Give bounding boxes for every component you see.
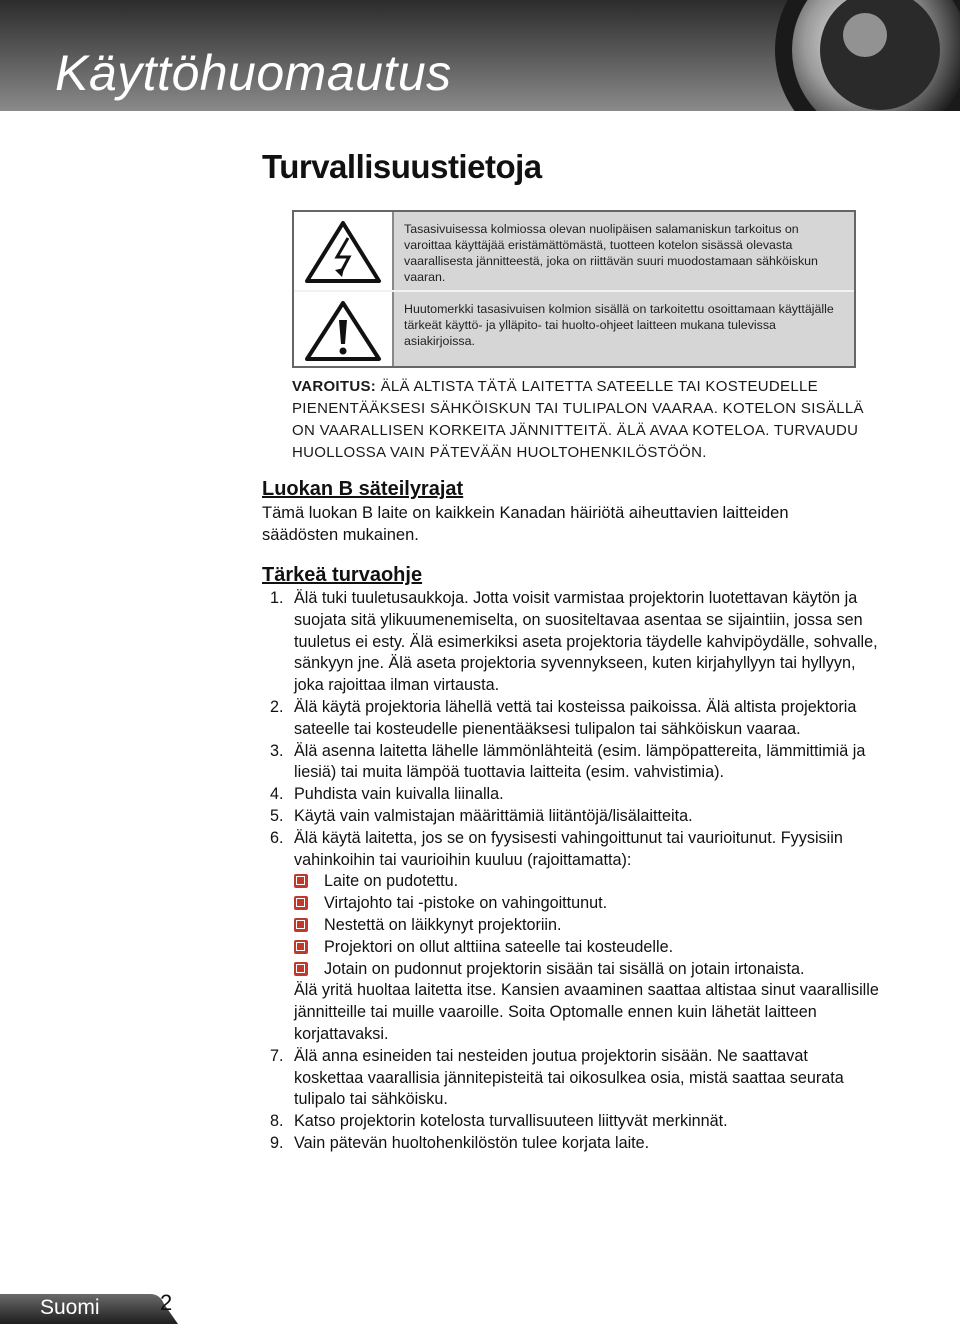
caution-text: ÄLÄ ALTISTA TÄTÄ LAITETTA SATEELLE TAI KOSTEUDELLE PIENENTÄÄKSESI SÄHKÖISKUN TAI TULIPALON VAARAA. KOTELON SISÄLLÄ ON VAARALLISEN KORKEITA JÄNNITTEITÄ. ÄLÄ AVAA KOTELOA. TURVAUDU HUOLLOSSA VAIN PÄTEVÄÄN HUOLTOHENKILÖSTÖÖN. [292, 378, 864, 461]
list-item-text: Älä käytä laitetta, jos se on fyysisesti vahingoittunut tai vaurioitunut. Fyysisiin vahinkoihin tai vaurioihin kuuluu (rajoittamatta): [294, 828, 843, 869]
list-number: 9. [270, 1133, 284, 1152]
list-item [270, 1111, 880, 1133]
section-title: Turvallisuustietoja [262, 148, 542, 185]
class-b-heading: Luokan B säteilyrajat [262, 478, 464, 500]
sub-list-item-text: Laite on pudotettu. [324, 872, 459, 891]
projector-lens-graphic [760, 0, 960, 111]
list-item-text: Älä käytä projektoria lähellä vettä tai kosteissa paikoissa. Älä altista projektoria sateelle tai kosteudelle pienentääksesi tulipalon tai sähköiskun vaaraa. [294, 697, 857, 738]
checkbox-bullet-icon [294, 918, 308, 932]
sub-list-item [294, 937, 880, 959]
warning-text-lightning: Tasasivuisessa kolmiossa olevan nuolipäisen salamaniskun tarkoitus on varoittaa käyttäjää eristämättömästä, tuotteen kotelon sisässä olevasta vaarallisesta jännitteestä, joka on riittävän suuri muodostamaan sähköiskun vaaran. [404, 222, 818, 284]
list-item [270, 588, 880, 697]
warning-icon-cell [294, 292, 394, 366]
checkbox-bullet-icon [294, 896, 308, 910]
lightning-triangle-icon [304, 220, 382, 284]
warning-row-exclamation [294, 292, 854, 366]
list-item [270, 784, 880, 806]
page-header-title: Käyttöhuomautus [55, 45, 452, 101]
list-item [270, 828, 880, 1046]
list-item [270, 741, 880, 785]
checkbox-bullet-icon [294, 940, 308, 954]
sub-list-item [294, 893, 880, 915]
list-item [270, 806, 880, 828]
warning-text-exclamation: Huutomerkki tasasivuisen kolmion sisällä on tarkoitettu osoittamaan käyttäjälle tärkeät käyttö- ja ylläpito- tai huolto-ohjeet laitteen mukana tulevissa asiakirjoissa. [404, 302, 834, 348]
list-item [270, 1133, 880, 1155]
list-number: 2. [270, 697, 284, 716]
list-item-text: Älä anna esineiden tai nesteiden joutua projektorin sisään. Ne saattavat koskettaa vaarallisia jännitepisteitä tai oikosulkea osia, mistä saattaa seurata tulipalo tai sähköisku. [294, 1046, 844, 1109]
important-safety-heading: Tärkeä turvaohje [262, 564, 423, 586]
list-item-text: Katso projektorin kotelosta turvallisuuteen liittyvät merkinnät. [294, 1112, 728, 1131]
class-b-text: Tämä luokan B laite on kaikkein Kanadan häiriötä aiheuttavien laitteiden säädösten mukainen. [262, 504, 789, 544]
warning-symbols-table [292, 210, 856, 368]
list-item [270, 697, 880, 741]
list-number: 7. [270, 1046, 284, 1065]
list-number: 4. [270, 785, 284, 804]
sub-list-item [294, 959, 880, 981]
sub-list-item-text: Projektori on ollut alttiina sateelle tai kosteudelle. [324, 937, 674, 956]
list-number: 8. [270, 1112, 284, 1131]
warning-icon-cell [294, 212, 394, 290]
list-item-text: Älä tuki tuuletusaukkoja. Jotta voisit varmistaa projektorin luotettavan käytön ja suojata sitä ylikuumenemiselta, on suositeltavaa asentaa se sijaintiin, jossa sen tuuletus ei esty. Älä esimerkiksi aseta projektoria täydelle kahvipöydälle, sohvalle, sänkyyn jne. Älä aseta projektoria syvennykseen, kuten kirjahyllyyn tai hyllyyn, joka rajoittaa ilman virtausta. [294, 589, 878, 695]
list-item-text: Puhdista vain kuivalla liinalla. [294, 785, 504, 804]
caution-notice [292, 376, 872, 464]
list-item-text: Vain pätevän huoltohenkilöstön tulee korjata laite. [294, 1133, 650, 1152]
checkbox-bullet-icon [294, 962, 308, 976]
footer-language-label: Suomi [40, 1296, 100, 1319]
page-number: 2 [160, 1290, 173, 1315]
checkbox-bullet-icon [294, 874, 308, 888]
list-number: 5. [270, 806, 284, 825]
list-number: 3. [270, 741, 284, 760]
caution-label: VAROITUS: [292, 378, 377, 395]
sub-list-item [294, 915, 880, 937]
warning-row-lightning [294, 212, 854, 292]
list-item-continuation: Älä yritä huoltaa laitetta itse. Kansien avaaminen saattaa altistaa sinut vaarallisille jännitteille tai muille vaaroille. Soita Optomalle ennen kuin lähetät laitteen korjattavaksi. [294, 981, 879, 1043]
sub-list-item-text: Nestettä on läikkynyt projektoriin. [324, 915, 562, 934]
list-number: 1. [270, 589, 284, 607]
header-band [0, 0, 960, 111]
sub-list-item-text: Virtajohto tai -pistoke on vahingoittunut. [324, 894, 608, 913]
list-item-text: Älä asenna laitetta lähelle lämmönlähteitä (esim. lämpöpattereita, lämmittimiä ja liesiä) tai muita lämpöä tuottavia laitteita (esim. vahvistimia). [294, 741, 866, 782]
list-number: 6. [270, 828, 284, 847]
exclamation-triangle-icon [304, 300, 382, 362]
list-item [270, 1046, 880, 1111]
safety-instructions-list [270, 588, 880, 1155]
sub-list-item [294, 871, 880, 893]
sub-list-item-text: Jotain on pudonnut projektorin sisään tai sisällä on jotain irtonaista. [324, 959, 805, 978]
list-item-text: Käytä vain valmistajan määrittämiä liitäntöjä/lisälaitteita. [294, 806, 693, 825]
